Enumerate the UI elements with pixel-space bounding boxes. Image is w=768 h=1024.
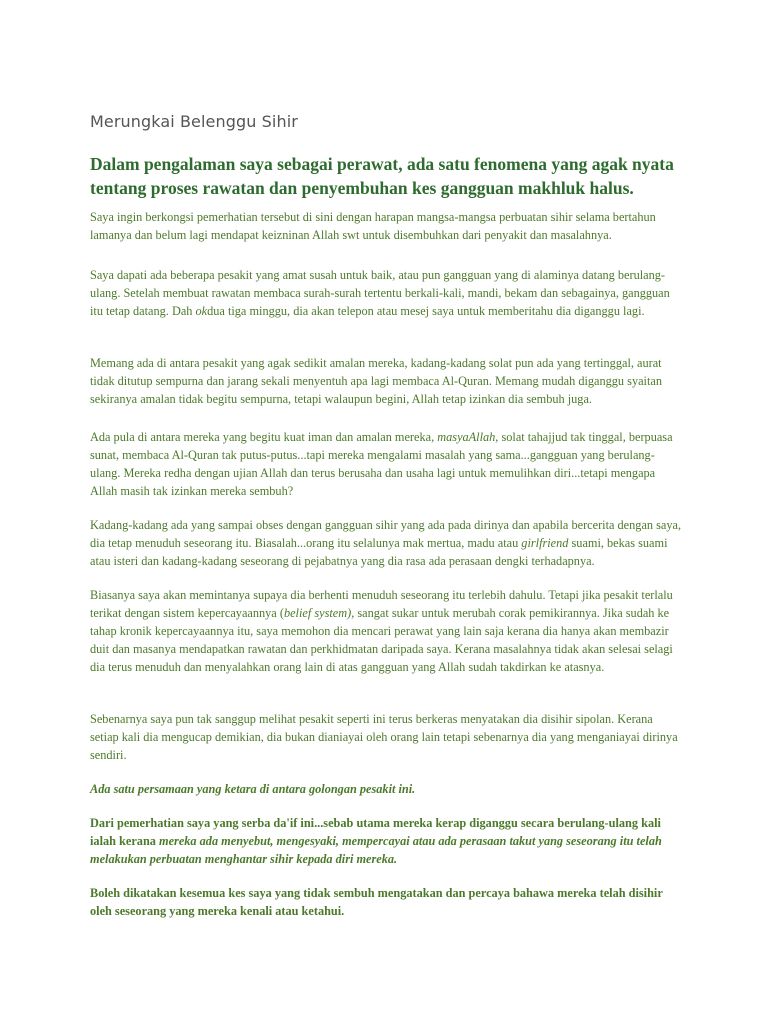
paragraph-2-emphasis: ok — [195, 304, 208, 318]
paragraph-8-highlight: Ada satu persamaan yang ketara di antara golongan pesakit ini. — [90, 782, 416, 796]
paragraph-7: Sebenarnya saya pun tak sanggup melihat pesakit seperti ini terus berkeras menyatakan dia disihir sipolan. Kerana setiap kali dia mengucap demikian, dia bukan dianiayai oleh orang lain tetapi sebenarnya dia yang menganiayai dirinya sendiri. — [90, 712, 678, 762]
paragraph-2-text-a: Saya dapati ada beberapa pesakit yang amat susah untuk baik, atau pun gangguan yang di alaminya datang berulang-ulang. Setelah membuat rawatan membaca surah-surah tertentu berkali-kali, mandi, bekam dan sebagainya, gangguan itu tetap datang. Dah — [90, 268, 670, 318]
paragraph-6-emphasis: belief system), — [283, 606, 355, 620]
paragraph-2 — [90, 266, 682, 320]
paragraph-5-text-b: suami, bekas suami atau isteri dan kadang-kadang seseorang di pejabatnya yang dia rasa ada perasaan dengki terhadapnya. — [90, 536, 668, 568]
paragraph-6-text-b: sangat sukar untuk merubah corak pemikirannya. Jika sudah ke tahap kronik kepercayaannya itu, saya memohon dia mencari perawat yang lain saja kerana dia hanya akan membazir duit dan masanya mendapatkan rawatan dan perkhidmatan daripada saya. Kerana masalahnya tidak akan selesai selagi dia terus menuduh dan menyalahkan orang lain di atas gangguan yang Allah sudah takdirkan ke atasnya. — [90, 606, 673, 674]
paragraph-2-text-b: dua tiga minggu, dia akan telepon atau mesej saya untuk memberitahu dia diganggu lagi. — [207, 304, 645, 318]
paragraph-1: Saya ingin berkongsi pemerhatian tersebut di sini dengan harapan mangsa-mangsa perbuatan sihir selama bertahun lamanya dan belum lagi mendapat keizninan Allah swt untuk disembuhkan dari penyakit dan masalahnya. — [90, 210, 656, 242]
paragraph-4-emphasis: masyaAllah, — [437, 430, 499, 444]
article-lead: Dalam pengalaman saya sebagai perawat, ada satu fenomena yang agak nyata tentang proses rawatan dan penyembuhan kes gangguan makhluk halus. — [90, 154, 674, 198]
paragraph-4-text-b: solat tahajjud tak tinggal, berpuasa sunat, membaca Al-Quran tak putus-putus...tapi mereka mengalami masalah yang sama...gangguan yang berulang-ulang. Mereka redha dengan ujian Allah dan terus berusaha dan usaha lagi untuk memulihkan diri...tetapi mengapa Allah masih tak izinkan mereka sembuh? — [90, 430, 673, 498]
paragraph-9-emphasis: mereka ada menyebut, mengesyaki, mempercayai atau ada perasaan takut yang seseorang itu telah melakukan perbuatan menghantar sihir kepada diri mereka. — [90, 834, 662, 866]
paragraph-5-emphasis: girlfriend — [521, 536, 569, 550]
paragraph-5 — [90, 516, 682, 570]
paragraph-6-text-a: Biasanya saya akan memintanya supaya dia berhenti menuduh seseorang itu terlebih dahulu. Tetapi jika pesakit terlalu terikat dengan sistem kepercayaannya ( — [90, 588, 673, 620]
paragraph-9-text-a: Dari pemerhatian saya yang serba da'if ini...sebab utama mereka kerap diganggu secara berulang-ulang kali ialah kerana — [90, 816, 661, 848]
paragraph-10: Boleh dikatakan kesemua kes saya yang tidak sembuh mengatakan dan percaya bahawa mereka telah disihir oleh seseorang yang mereka kenali atau ketahui. — [90, 886, 663, 918]
paragraph-3: Memang ada di antara pesakit yang agak sedikit amalan mereka, kadang-kadang solat pun ada yang tertinggal, aurat tidak ditutup sempurna dan jarang sekali menyentuh apa lagi membaca Al-Quran. Memang mudah diganggu syaitan sekiranya amalan tidak begitu sempurna, tetapi walaupun begini, Allah tetap izinkan dia sembuh juga. — [90, 356, 662, 406]
paragraph-6 — [90, 586, 682, 676]
article-title: Merungkai Belenggu Sihir — [90, 112, 298, 131]
paragraph-5-text-a: Kadang-kadang ada yang sampai obses dengan gangguan sihir yang ada pada dirinya dan apabila bercerita dengan saya, dia tetap menuduh seseorang itu. Biasalah...orang itu selalunya mak mertua, madu atau — [90, 518, 682, 550]
paragraph-4-text-a: Ada pula di antara mereka yang begitu kuat iman dan amalan mereka, — [90, 430, 438, 444]
paragraph-9 — [90, 814, 682, 868]
paragraph-4 — [90, 428, 682, 500]
